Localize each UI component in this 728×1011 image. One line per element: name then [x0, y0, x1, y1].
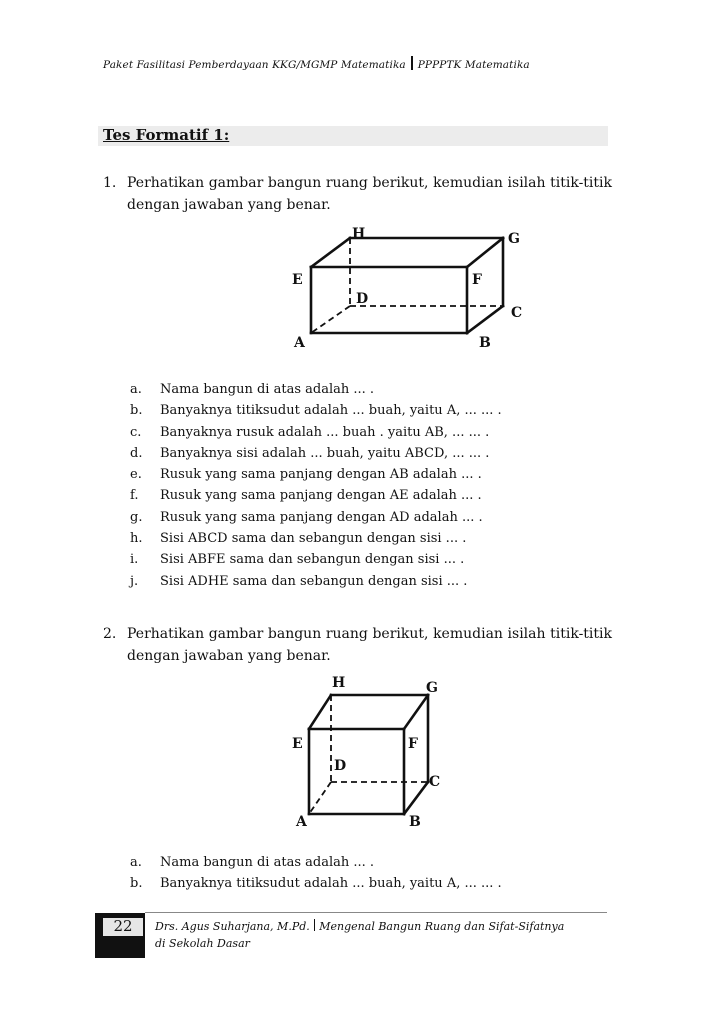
- vertex-label-c: C: [511, 305, 523, 321]
- question-2-items: [130, 852, 600, 895]
- list-item: [130, 549, 600, 570]
- item-letter: a.: [130, 382, 142, 397]
- item-text: Banyaknya sisi adalah ... buah, yaitu ABCD, ... ... .: [160, 445, 490, 461]
- item-text: Sisi ABFE sama dan sebangun dengan sisi ... .: [160, 552, 465, 568]
- edge-fg: [404, 695, 428, 729]
- cube-figure: [280, 670, 460, 830]
- edge-bc: [467, 306, 503, 333]
- question-1-number: 1.: [103, 175, 117, 191]
- footer-separator: [314, 919, 316, 931]
- vertex-label-b: B: [479, 335, 491, 351]
- question-1-text: Perhatikan gambar bangun ruang berikut, kemudian isilah titik-titik dengan jawaban yang benar.: [127, 175, 612, 213]
- item-text: Rusuk yang sama panjang dengan AE adalah ... .: [160, 488, 482, 504]
- section-title: Tes Formatif 1:: [103, 126, 230, 144]
- header-left-text: Paket Fasilitasi Pemberdayaan KKG/MGMP Matematika: [103, 59, 406, 71]
- list-item: [130, 852, 600, 873]
- item-letter: d.: [130, 445, 143, 461]
- vertex-label-f: F: [472, 272, 482, 288]
- item-text: Rusuk yang sama panjang dengan AB adalah ... .: [160, 467, 482, 483]
- question-2: [103, 623, 613, 667]
- edge-fg: [467, 238, 503, 267]
- list-item: [130, 379, 600, 400]
- vertex-label-d: D: [334, 758, 347, 774]
- vertex-label-f: F: [408, 736, 418, 752]
- vertex-label-d: D: [356, 291, 369, 307]
- edge-eh: [311, 238, 350, 267]
- list-item: [130, 571, 600, 592]
- item-text: Banyaknya titiksudut adalah ... buah, yaitu A, ... ... .: [160, 876, 502, 892]
- hidden-edge-ad: [311, 306, 350, 333]
- footer-divider: [145, 912, 607, 913]
- vertex-label-g: G: [508, 231, 520, 247]
- item-letter: j.: [130, 573, 139, 589]
- item-text: Sisi ADHE sama dan sebangun dengan sisi ... .: [160, 573, 468, 589]
- item-letter: b.: [130, 403, 143, 419]
- item-text: Rusuk yang sama panjang dengan AD adalah ... .: [160, 509, 483, 525]
- item-letter: f.: [130, 488, 139, 504]
- item-letter: a.: [130, 855, 142, 870]
- header-separator: [411, 56, 413, 70]
- item-letter: i.: [130, 552, 139, 568]
- item-letter: c.: [130, 424, 142, 440]
- footer-title: Mengenal Bangun Ruang dan Sifat-Sifatnya: [319, 920, 565, 933]
- question-2-number: 2.: [103, 626, 117, 642]
- page-number: 22: [113, 917, 133, 935]
- item-letter: h.: [130, 531, 143, 547]
- item-letter: b.: [130, 876, 143, 892]
- vertex-label-e: E: [292, 272, 303, 288]
- edge-bc: [404, 782, 428, 814]
- header-right-text: PPPPTK Matematika: [417, 59, 530, 71]
- item-letter: e.: [130, 467, 142, 483]
- vertex-label-b: B: [409, 814, 421, 830]
- question-1: [103, 172, 613, 216]
- question-2-text: Perhatikan gambar bangun ruang berikut, kemudian isilah titik-titik dengan jawaban yang benar.: [127, 626, 612, 664]
- list-item: [130, 422, 600, 443]
- edge-eh: [309, 695, 331, 729]
- vertex-label-a: A: [296, 814, 307, 830]
- question-1-items: [130, 379, 600, 592]
- hidden-edge-ad: [309, 782, 331, 814]
- item-text: Nama bangun di atas adalah ... .: [160, 382, 375, 397]
- vertex-label-a: A: [294, 335, 305, 351]
- prism-figure: [280, 222, 540, 352]
- item-text: Nama bangun di atas adalah ... .: [160, 855, 375, 870]
- list-item: [130, 443, 600, 464]
- footer-author: Drs. Agus Suharjana, M.Pd.: [155, 920, 310, 933]
- item-letter: g.: [130, 509, 143, 525]
- list-item: [130, 400, 600, 421]
- vertex-label-c: C: [429, 774, 441, 790]
- item-text: Banyaknya rusuk adalah ... buah . yaitu AB, ... ... .: [160, 424, 490, 440]
- list-item: [130, 873, 600, 894]
- list-item: [130, 485, 600, 506]
- vertex-label-g: G: [426, 680, 438, 696]
- vertex-label-h: H: [352, 226, 366, 242]
- page-footer: [155, 918, 564, 952]
- item-text: Banyaknya titiksudut adalah ... buah, yaitu A, ... ... .: [160, 403, 502, 419]
- footer-title-line2: di Sekolah Dasar: [155, 937, 250, 950]
- vertex-label-e: E: [292, 736, 303, 752]
- list-item: [130, 464, 600, 485]
- item-text: Sisi ABCD sama dan sebangun dengan sisi ... .: [160, 531, 467, 547]
- vertex-label-h: H: [332, 675, 346, 691]
- page-header: [103, 56, 530, 71]
- list-item: [130, 528, 600, 549]
- list-item: [130, 507, 600, 528]
